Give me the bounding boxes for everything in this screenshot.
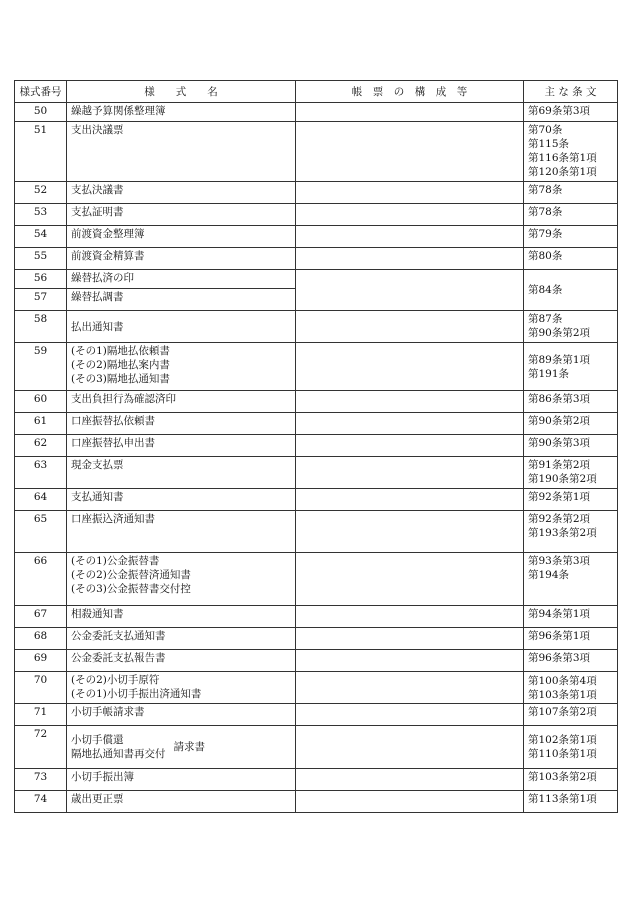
form-name-line: 小切手償還 <box>71 734 124 746</box>
form-name-line: 公金委託支払通知書 <box>71 630 166 642</box>
form-name-cell <box>67 270 296 289</box>
table-row <box>15 248 618 270</box>
form-name-cell <box>67 248 296 270</box>
main-articles-cell <box>524 311 618 343</box>
form-structure-cell <box>296 343 524 391</box>
table-row <box>15 606 618 628</box>
table-row <box>15 435 618 457</box>
form-name-line: 支払証明書 <box>71 206 124 218</box>
main-articles-cell <box>524 204 618 226</box>
article-line: 第110条第1項 <box>528 748 597 760</box>
form-name-cell <box>67 226 296 248</box>
main-articles-cell <box>524 413 618 435</box>
form-structure-cell <box>296 704 524 726</box>
form-name-line: 払出通知書 <box>71 320 124 333</box>
form-name-cell <box>67 204 296 226</box>
article-line: 第91条第2項 <box>528 459 591 471</box>
form-name-suffix: 請求書 <box>173 741 205 753</box>
form-name-line: 支出負担行為確認済印 <box>71 393 176 405</box>
table-row <box>15 413 618 435</box>
article-line: 第96条第1項 <box>528 630 591 642</box>
form-name-line: 隔地払通知書再交付 <box>71 748 166 760</box>
form-name-line: 公金委託支払報告書 <box>71 652 166 664</box>
form-name-line: 口座振込済通知書 <box>71 513 155 525</box>
main-articles-cell <box>524 553 618 606</box>
main-articles-cell <box>524 226 618 248</box>
form-number-cell: 55 <box>15 248 67 270</box>
table-row <box>15 650 618 672</box>
form-structure-cell <box>296 726 524 769</box>
form-number-cell: 51 <box>15 122 67 182</box>
table-row <box>15 628 618 650</box>
main-articles-cell <box>524 628 618 650</box>
form-number-cell: 58 <box>15 311 67 343</box>
form-name-line: 相殺通知書 <box>71 608 124 620</box>
form-name-line: 支出決議票 <box>71 124 124 136</box>
form-name-cell <box>67 122 296 182</box>
form-name-line: 口座振替払申出書 <box>71 437 155 449</box>
form-name-line: (その1)公金振替書 <box>71 555 160 567</box>
form-number-cell: 69 <box>15 650 67 672</box>
article-line: 第92条第1項 <box>528 491 591 503</box>
main-articles-cell <box>524 248 618 270</box>
form-structure-cell <box>296 435 524 457</box>
form-name-line: 現金支払票 <box>71 459 124 471</box>
form-number-cell: 67 <box>15 606 67 628</box>
form-name-line: (その2)小切手原符 <box>71 674 160 686</box>
form-structure-cell <box>296 122 524 182</box>
form-structure-cell <box>296 791 524 813</box>
form-number-cell: 74 <box>15 791 67 813</box>
article-line: 第92条第2項 <box>528 513 591 525</box>
main-articles-cell <box>524 606 618 628</box>
form-name-line: (その2)公金振替済通知書 <box>71 569 191 581</box>
main-articles-cell <box>524 457 618 489</box>
form-name-cell <box>67 103 296 122</box>
form-structure-cell <box>296 204 524 226</box>
form-name-cell <box>67 672 296 704</box>
form-name-cell <box>67 289 296 311</box>
article-line: 第190条第2項 <box>528 473 597 485</box>
form-structure-cell <box>296 606 524 628</box>
form-structure-cell <box>296 672 524 704</box>
table-row <box>15 457 618 489</box>
form-name-cell <box>67 511 296 553</box>
article-line: 第78条 <box>528 184 563 196</box>
form-name-line: 支払通知書 <box>71 491 124 503</box>
form-structure-cell <box>296 391 524 413</box>
form-number-cell: 65 <box>15 511 67 553</box>
main-articles-cell <box>524 391 618 413</box>
form-name-cell <box>67 182 296 204</box>
table-row <box>15 182 618 204</box>
form-structure-cell <box>296 650 524 672</box>
form-name-line: (その1)隔地払依頼書 <box>71 345 170 357</box>
forms-table <box>14 80 618 813</box>
form-number-cell: 71 <box>15 704 67 726</box>
form-name-cell <box>67 391 296 413</box>
article-line: 第93条第3項 <box>528 555 591 567</box>
table-row <box>15 391 618 413</box>
table-row <box>15 791 618 813</box>
form-name-cell <box>67 628 296 650</box>
main-articles-cell <box>524 672 618 704</box>
article-line: 第103条第1項 <box>528 688 597 701</box>
table-row <box>15 122 618 182</box>
form-name-cell <box>67 606 296 628</box>
form-number-cell: 63 <box>15 457 67 489</box>
form-name-cell <box>67 769 296 791</box>
form-structure-cell <box>296 628 524 650</box>
form-number-cell: 66 <box>15 553 67 606</box>
form-name-cell <box>67 791 296 813</box>
article-line: 第90条第2項 <box>528 415 591 427</box>
form-structure-cell <box>296 511 524 553</box>
form-structure-cell <box>296 457 524 489</box>
form-number-cell: 50 <box>15 103 67 122</box>
table-row <box>15 343 618 391</box>
form-name-cell <box>67 343 296 391</box>
form-structure-cell <box>296 413 524 435</box>
article-line: 第89条第1項 <box>528 353 591 366</box>
article-line: 第78条 <box>528 206 563 218</box>
form-number-cell: 62 <box>15 435 67 457</box>
article-line: 第96条第3項 <box>528 652 591 664</box>
form-number-cell: 73 <box>15 769 67 791</box>
table-row <box>15 769 618 791</box>
table-row <box>15 311 618 343</box>
form-name-line: 小切手帳請求書 <box>71 706 145 718</box>
main-articles-cell <box>524 511 618 553</box>
article-line: 第86条第3項 <box>528 393 591 405</box>
form-number-cell: 72 <box>15 726 67 769</box>
form-structure-cell <box>296 270 524 311</box>
form-number-cell: 64 <box>15 489 67 511</box>
form-number-cell: 60 <box>15 391 67 413</box>
form-number-cell: 53 <box>15 204 67 226</box>
table-header-row <box>15 81 618 103</box>
main-articles-cell <box>524 343 618 391</box>
form-name-line: 繰替払済の印 <box>71 272 134 284</box>
main-articles-cell <box>524 704 618 726</box>
form-number-cell: 54 <box>15 226 67 248</box>
article-line: 第70条 <box>528 124 563 136</box>
main-articles-cell <box>524 489 618 511</box>
header-main-articles: 主 な 条 文 <box>524 81 618 103</box>
article-line: 第79条 <box>528 228 563 240</box>
form-name-line: 歳出更正票 <box>71 793 124 805</box>
header-form-name: 様 式 名 <box>67 81 296 103</box>
form-name-cell <box>67 435 296 457</box>
article-line: 第100条第4項 <box>528 674 597 687</box>
form-name-line: 繰替払調書 <box>71 291 124 303</box>
form-number-cell: 52 <box>15 182 67 204</box>
form-structure-cell <box>296 248 524 270</box>
form-name-line: (その3)隔地払通知書 <box>71 373 170 385</box>
form-name-line: 小切手振出簿 <box>71 771 134 783</box>
main-articles-cell <box>524 182 618 204</box>
article-line: 第103条第2項 <box>528 771 597 783</box>
form-number-cell: 70 <box>15 672 67 704</box>
table-row <box>15 103 618 122</box>
form-name-cell <box>67 457 296 489</box>
form-name-line: (その1)小切手振出済通知書 <box>71 688 202 700</box>
article-line: 第107条第2項 <box>528 706 597 718</box>
main-articles-cell <box>524 122 618 182</box>
article-line: 第69条第3項 <box>528 105 591 117</box>
form-name-line: 支払決議書 <box>71 184 124 196</box>
table-row <box>15 511 618 553</box>
article-line: 第80条 <box>528 250 563 262</box>
main-articles-cell <box>524 435 618 457</box>
form-name-line: 前渡資金精算書 <box>71 250 145 262</box>
form-name-line: (その2)隔地払案内書 <box>71 359 170 371</box>
main-articles-cell <box>524 270 618 311</box>
form-name-cell <box>67 489 296 511</box>
form-structure-cell <box>296 226 524 248</box>
article-line: 第113条第1項 <box>528 793 597 805</box>
table-row <box>15 704 618 726</box>
table-row <box>15 204 618 226</box>
form-structure-cell <box>296 489 524 511</box>
article-line: 第90条第3項 <box>528 437 591 449</box>
table-row <box>15 270 618 289</box>
table-row <box>15 726 618 769</box>
form-name-cell <box>67 650 296 672</box>
form-name-line: (その3)公金振替書交付控 <box>71 583 191 595</box>
form-structure-cell <box>296 769 524 791</box>
form-structure-cell <box>296 553 524 606</box>
article-line: 第194条 <box>528 569 570 581</box>
main-articles-cell <box>524 103 618 122</box>
form-name-cell <box>67 311 296 343</box>
form-structure-cell <box>296 311 524 343</box>
article-line: 第90条第2項 <box>528 327 591 339</box>
form-name-cell <box>67 413 296 435</box>
form-number-cell: 57 <box>15 289 67 311</box>
table-row <box>15 553 618 606</box>
table-row <box>15 489 618 511</box>
form-structure-cell <box>296 182 524 204</box>
main-articles-cell <box>524 650 618 672</box>
main-articles-cell <box>524 726 618 769</box>
form-structure-cell <box>296 103 524 122</box>
main-articles-cell <box>524 791 618 813</box>
form-number-cell: 56 <box>15 270 67 289</box>
article-line: 第193条第2項 <box>528 527 597 539</box>
table-row <box>15 672 618 704</box>
article-line: 第102条第1項 <box>528 734 597 746</box>
article-line: 第120条第1項 <box>528 166 597 178</box>
article-line: 第87条 <box>528 313 563 325</box>
article-line: 第94条第1項 <box>528 608 591 620</box>
article-line: 第115条 <box>528 138 570 150</box>
form-name-line: 前渡資金整理簿 <box>71 228 145 240</box>
form-name-cell <box>67 704 296 726</box>
header-form-structure: 帳 票 の 構 成 等 <box>296 81 524 103</box>
table-row <box>15 226 618 248</box>
form-number-cell: 59 <box>15 343 67 391</box>
form-name-cell <box>67 726 296 769</box>
form-name-cell <box>67 553 296 606</box>
form-name-line: 繰越予算関係整理簿 <box>71 105 166 117</box>
article-line: 第84条 <box>528 284 563 296</box>
header-form-number: 様式番号 <box>15 81 67 103</box>
form-number-cell: 68 <box>15 628 67 650</box>
main-articles-cell <box>524 769 618 791</box>
article-line: 第191条 <box>528 367 570 380</box>
form-name-line: 口座振替払依頼書 <box>71 415 155 427</box>
article-line: 第116条第1項 <box>528 152 597 164</box>
form-number-cell: 61 <box>15 413 67 435</box>
